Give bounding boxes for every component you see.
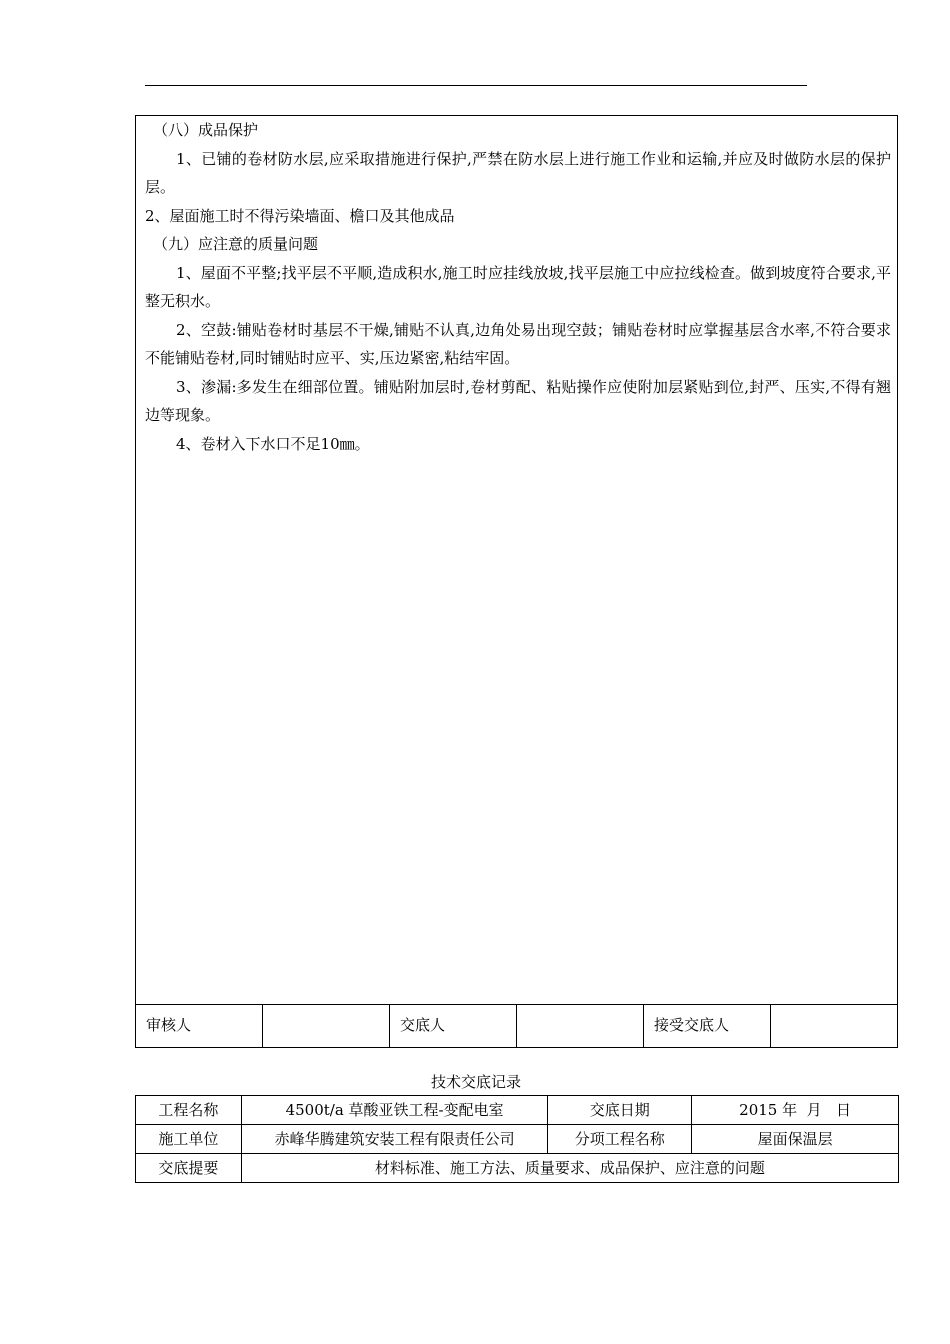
contractor-value: 赤峰华腾建筑安装工程有限责任公司	[241, 1125, 548, 1154]
table-row	[136, 1096, 899, 1125]
signature-row	[136, 1004, 897, 1047]
paragraph: 4、卷材入下水口不足10㎜。	[176, 434, 370, 453]
reviewer-label: 审核人	[136, 1005, 263, 1047]
presenter-signature-field[interactable]	[517, 1005, 644, 1047]
table-row	[136, 1125, 899, 1154]
subproject-value: 屋面保温层	[692, 1125, 899, 1154]
paragraph: 1、屋面不平整;找平层不平顺,造成积水,施工时应挂线放坡,找平层施工中应拉线检查。做到坡度符合要求,平整无积水。	[145, 263, 891, 310]
reviewer-signature-field[interactable]	[263, 1005, 390, 1047]
presenter-label: 交底人	[390, 1005, 517, 1047]
record-info-table	[135, 1095, 899, 1183]
summary-label: 交底提要	[136, 1154, 242, 1183]
project-name-label: 工程名称	[136, 1096, 242, 1125]
receiver-signature-field[interactable]	[771, 1005, 897, 1047]
summary-value: 材料标准、施工方法、质量要求、成品保护、应注意的问题	[241, 1154, 898, 1183]
receiver-label: 接受交底人	[644, 1005, 771, 1047]
date-label: 交底日期	[548, 1096, 692, 1125]
paragraph: 3、渗漏:多发生在细部位置。铺贴附加层时,卷材剪配、粘贴操作应使附加层紧贴到位,封严、压实,不得有翘边等现象。	[145, 377, 891, 424]
paragraph: 2、空鼓:铺贴卷材时基层不干燥,铺贴不认真,边角处易出现空鼓；铺贴卷材时应掌握基层含水率,不符合要求不能铺贴卷材,同时铺贴时应平、实,压边紧密,粘结牢固。	[145, 320, 891, 367]
project-name-value: 4500t/a 草酸亚铁工程-变配电室	[241, 1096, 548, 1125]
disclosure-content-box	[135, 115, 898, 1048]
date-value: 2015 年 月 日	[692, 1096, 899, 1125]
paragraph: 1、已铺的卷材防水层,应采取措施进行保护,严禁在防水层上进行施工作业和运输,并应及时做防水层的保护层。	[145, 149, 891, 196]
disclosure-content	[145, 116, 891, 458]
table-row	[136, 1154, 899, 1183]
subproject-label: 分项工程名称	[548, 1125, 692, 1154]
header-rule	[145, 85, 807, 86]
section-heading-quality-issues: （九）应注意的质量问题	[153, 235, 319, 253]
section-heading-product-protection: （八）成品保护	[153, 121, 259, 139]
paragraph: 2、屋面施工时不得污染墙面、檐口及其他成品	[145, 206, 455, 225]
contractor-label: 施工单位	[136, 1125, 242, 1154]
record-title: 技术交底记录	[430, 1073, 521, 1091]
